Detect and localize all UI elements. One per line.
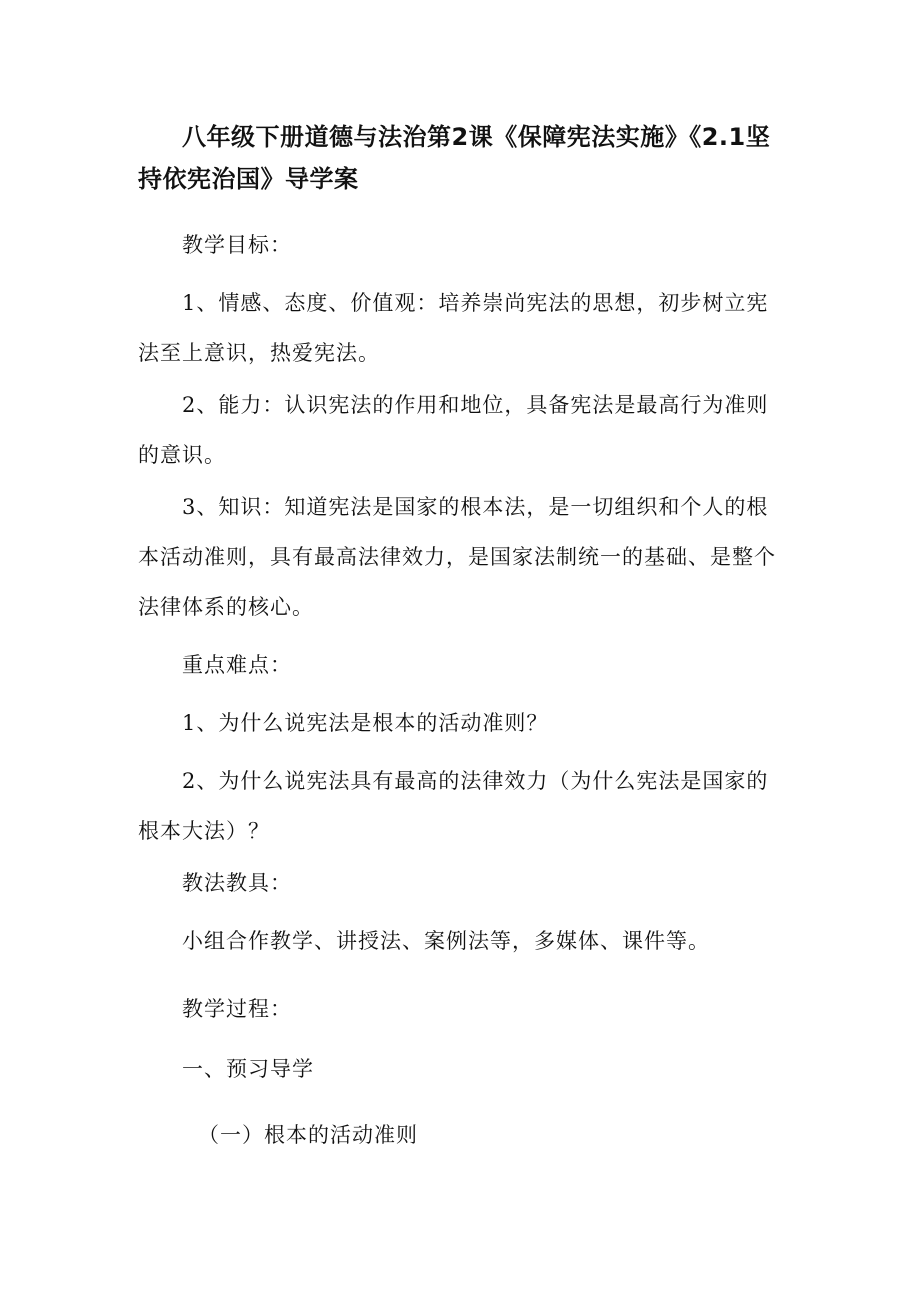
key-point-item-2: 2、为什么说宪法具有最高的法律效力（为什么宪法是国家的根本大法）？: [138, 769, 769, 843]
goal-item-2: 2、能力：认识宪法的作用和地位，具备宪法是最高行为准则的意识。: [138, 393, 769, 467]
section-heading-methods: 教法教具：: [182, 871, 292, 895]
document-title: 八年级下册道德与法治第2课《保障宪法实施》《2.1坚持依宪治国》导学案: [138, 123, 771, 193]
methods-text: 小组合作教学、讲授法、案例法等，多媒体、课件等。: [182, 929, 710, 953]
section-heading-teaching-goals: 教学目标：: [182, 233, 292, 257]
section-heading-key-points: 重点难点：: [182, 653, 292, 677]
goal-item-1: 1、情感、态度、价值观：培养崇尚宪法的思想，初步树立宪法至上意识，热爱宪法。: [138, 291, 769, 365]
process-substep-1: （一）根本的活动准则: [198, 1123, 418, 1147]
key-point-item-1: 1、为什么说宪法是根本的活动准则？: [182, 711, 549, 735]
goal-item-3: 3、知识：知道宪法是国家的根本法，是一切组织和个人的根本活动准则，具有最高法律效力，是国家法制统一的基础、是整个法律体系的核心。: [138, 495, 776, 619]
section-heading-process: 教学过程：: [182, 997, 292, 1021]
process-step-1: 一、预习导学: [182, 1057, 314, 1081]
